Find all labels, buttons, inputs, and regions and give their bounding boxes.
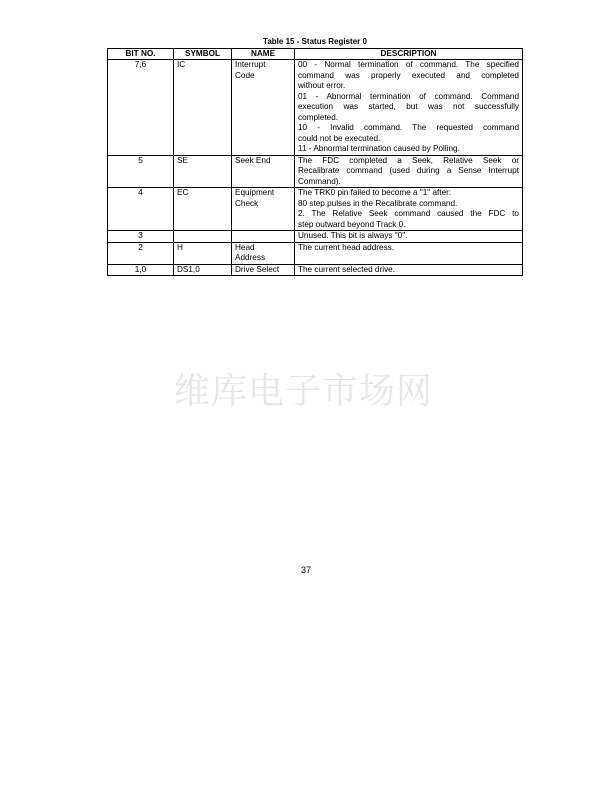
bit-number-cell: 5 <box>108 155 174 188</box>
description-cell <box>295 242 523 264</box>
table-row <box>108 60 523 156</box>
table-row <box>108 231 523 243</box>
table-body <box>108 60 523 276</box>
description-line: step outward beyond Track 0. <box>298 219 406 229</box>
bit-number-cell: 1,0 <box>108 264 174 276</box>
description-line: without error. <box>298 81 346 90</box>
description-line: execution was started, but was not successfully <box>298 102 519 111</box>
name-line: Interrupt <box>235 60 266 69</box>
table-row <box>108 155 523 188</box>
description-line: 80 step pulses in the Recalibrate command. <box>298 198 458 208</box>
description-cell <box>295 155 523 188</box>
description-cell <box>295 60 523 156</box>
header-description: DESCRIPTION <box>295 49 523 60</box>
symbol-cell: IC <box>174 60 232 156</box>
description-line: 11 - Abnormal termination caused by Polling. <box>298 144 460 153</box>
bit-number-cell: 2 <box>108 242 174 264</box>
name-cell <box>232 60 295 156</box>
description-line: Unused. This bit is always "0". <box>298 231 408 240</box>
page-number: 37 <box>300 565 311 575</box>
table-title: Table 15 - Status Register 0 <box>263 37 367 46</box>
symbol-cell <box>174 231 232 243</box>
description-line: could not be executed. <box>298 133 381 143</box>
description-line: 10 - Invalid command. The requested command <box>298 123 519 132</box>
name-line: Drive Select <box>235 264 280 274</box>
header-bit-no: BIT NO. <box>108 49 174 60</box>
table-header-row <box>108 49 523 60</box>
name-line: Head <box>235 242 255 252</box>
symbol-cell: H <box>174 242 232 264</box>
bit-number-cell: 7,6 <box>108 60 174 156</box>
description-line: 01 - Abnormal termination of command. Command <box>298 91 519 101</box>
symbol-cell: EC <box>174 188 232 231</box>
name-line: Seek End <box>235 155 271 165</box>
name-line: Check <box>235 198 259 208</box>
name-cell <box>232 231 295 243</box>
description-line: The TRK0 pin failed to become a "1" after: <box>298 188 452 197</box>
bit-number-cell: 4 <box>108 188 174 231</box>
table-row <box>108 242 523 264</box>
name-cell <box>232 155 295 188</box>
name-line: Code <box>235 70 255 80</box>
description-line: 00 - Normal termination of command. The specified <box>298 60 519 69</box>
status-register-table <box>107 48 523 276</box>
header-symbol: SYMBOL <box>174 49 232 60</box>
symbol-cell: SE <box>174 155 232 188</box>
description-line: Command). <box>298 176 341 186</box>
description-line: 2. The Relative Seek command caused the FDC to <box>298 209 519 218</box>
description-cell <box>295 264 523 276</box>
header-name: NAME <box>232 49 295 60</box>
table-row <box>108 188 523 231</box>
name-cell <box>232 188 295 231</box>
description-line: Recalibrate command (used during a Sense Interrupt <box>298 166 519 175</box>
description-cell <box>295 188 523 231</box>
bit-number-cell: 3 <box>108 231 174 243</box>
name-cell <box>232 242 295 264</box>
description-line: command was properly executed and completed <box>298 70 519 80</box>
description-cell <box>295 231 523 243</box>
description-line: The FDC completed a Seek, Relative Seek or <box>298 155 519 165</box>
table-row <box>108 264 523 276</box>
name-line: Address <box>235 253 266 262</box>
symbol-cell: DS1,0 <box>174 264 232 276</box>
watermark: 维库电子市场网 <box>174 371 434 412</box>
description-line: The current head address. <box>298 242 395 252</box>
name-line: Equipment <box>235 188 275 197</box>
name-cell <box>232 264 295 276</box>
description-line: completed. <box>298 112 339 122</box>
description-line: The current selected drive. <box>298 264 395 274</box>
